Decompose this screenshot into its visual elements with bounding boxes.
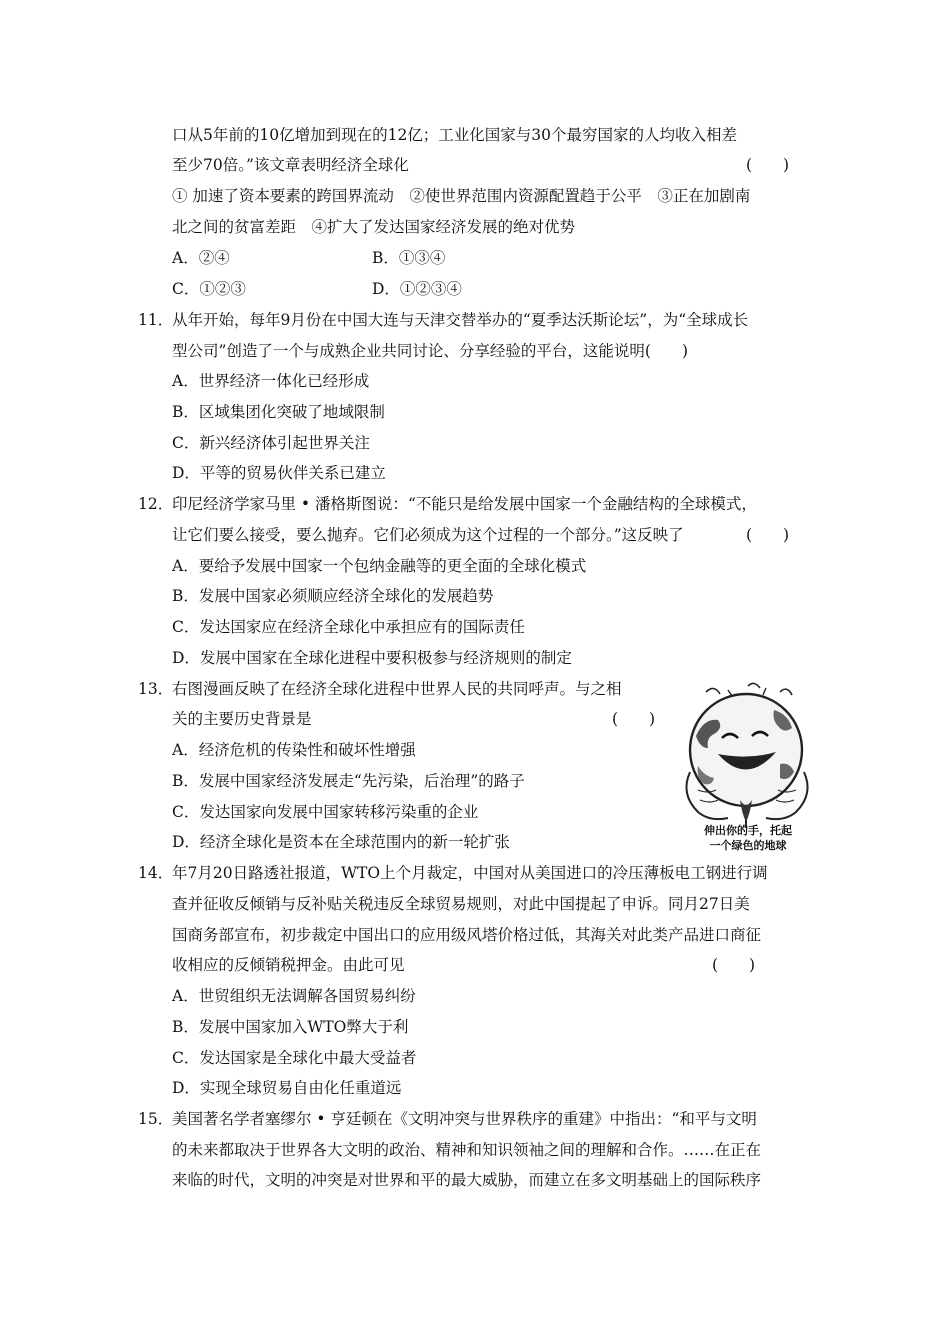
- q14-option-d: D．实现全球贸易自由化任重道远: [172, 1079, 402, 1097]
- q11-number: 11．: [138, 311, 174, 329]
- q12-option-b: B．发展中国家必须顺应经济全球化的发展趋势: [172, 587, 494, 605]
- cartoon-caption-line-1: 伸出你的手，托起: [704, 824, 792, 837]
- q15-stem-line-1: 美国著名学者塞缪尔 • 亨廷顿在《文明冲突与世界秩序的重建》中指出：“和平与文明: [172, 1110, 757, 1128]
- q13-option-b: B．发展中国家经济发展走“先污染，后治理”的路子: [172, 772, 525, 790]
- q13-stem-line-1: 右图漫画反映了在经济全球化进程中世界人民的共同呼声。与之相: [172, 680, 622, 698]
- q14-option-b: B．发展中国家加入WTO弊大于利: [172, 1018, 409, 1036]
- q14-answer-paren: ( ): [712, 956, 756, 974]
- q13-option-c: C．发达国家向发展中国家转移污染重的企业: [172, 803, 479, 821]
- q15-number: 15．: [138, 1110, 174, 1128]
- q10-option-d: D．①②③④: [372, 280, 462, 298]
- q10-answer-paren: ( ): [746, 156, 790, 174]
- q14-number: 14．: [138, 864, 174, 882]
- q11-option-d: D．平等的贸易伙伴关系已建立: [172, 464, 386, 482]
- cartoon-caption-line-2: 一个绿色的地球: [709, 839, 787, 852]
- q14-stem-line-4: 收相应的反倾销税押金。由此可见: [172, 956, 405, 974]
- q10-option-c: C．①②③: [172, 280, 246, 298]
- q13-number: 13．: [138, 680, 174, 698]
- q10-stem-line-1: 口从5年前的10亿增加到现在的12亿；工业化国家与30个最穷国家的人均收入相差: [172, 126, 738, 144]
- q12-option-c: C．发达国家应在经济全球化中承担应有的国际责任: [172, 618, 525, 636]
- q10-option-a: A．②④: [172, 249, 230, 267]
- q14-stem-line-3: 国商务部宣布，初步裁定中国出口的应用级风塔价格过低，其海关对此类产品进口商征: [172, 926, 762, 944]
- q12-stem-line-2: 让它们要么接受，要么抛弃。它们必须成为这个过程的一个部分。”这反映了: [172, 526, 684, 544]
- cartoon-green-earth-illustration: [676, 680, 820, 852]
- q12-option-d: D．发展中国家在全球化进程中要积极参与经济规则的制定: [172, 649, 572, 667]
- q10-stem-line-3: ① 加速了资本要素的跨国界流动 ②使世界范围内资源配置趋于公平 ③正在加剧南: [172, 187, 751, 205]
- q12-stem-line-1: 印尼经济学家马里 • 潘格斯图说：“不能只是给发展中国家一个金融结构的全球模式，: [172, 495, 757, 513]
- q14-option-a: A．世贸组织无法调解各国贸易纠纷: [172, 987, 416, 1005]
- q13-answer-paren: ( ): [612, 710, 656, 728]
- q11-stem-line-1: 从年开始，每年9月份在中国大连与天津交替举办的“夏季达沃斯论坛”，为“全球成长: [172, 311, 749, 329]
- smiling-globe-icon: [676, 680, 820, 830]
- q13-option-a: A．经济危机的传染性和破坏性增强: [172, 741, 416, 759]
- q15-stem-line-2: 的未来都取决于世界各大文明的政治、精神和知识领袖之间的理解和合作。……在正在: [172, 1141, 762, 1159]
- q11-option-c: C．新兴经济体引起世界关注: [172, 434, 370, 452]
- q11-stem-line-2: 型公司”创造了一个与成熟企业共同讨论、分享经验的平台，这能说明( ): [172, 342, 689, 360]
- q11-option-b: B．区域集团化突破了地域限制: [172, 403, 385, 421]
- q14-stem-line-2: 查并征收反倾销与反补贴关税违反全球贸易规则，对此中国提起了申诉。同月27日美: [172, 895, 750, 913]
- q13-option-d: D．经济全球化是资本在全球范围内的新一轮扩张: [172, 833, 510, 851]
- q10-stem-line-2: 至少70倍。”该文章表明经济全球化: [172, 156, 409, 174]
- q14-option-c: C．发达国家是全球化中最大受益者: [172, 1049, 417, 1067]
- q10-stem-line-4: 北之间的贫富差距 ④扩大了发达国家经济发展的绝对优势: [172, 218, 576, 236]
- q12-answer-paren: ( ): [746, 526, 790, 544]
- q10-option-b: B．①③④: [372, 249, 446, 267]
- q15-stem-line-3: 来临的时代，文明的冲突是对世界和平的最大威胁，而建立在多文明基础上的国际秩序: [172, 1171, 762, 1189]
- q12-option-a: A．要给予发展中国家一个包纳金融等的更全面的全球化模式: [172, 557, 587, 575]
- q13-stem-line-2: 关的主要历史背景是: [172, 710, 312, 728]
- q12-number: 12．: [138, 495, 174, 513]
- q11-option-a: A．世界经济一体化已经形成: [172, 372, 370, 390]
- q14-stem-line-1: 年7月20日路透社报道，WTO上个月裁定，中国对从美国进口的冷压薄板电工钢进行调: [172, 864, 768, 882]
